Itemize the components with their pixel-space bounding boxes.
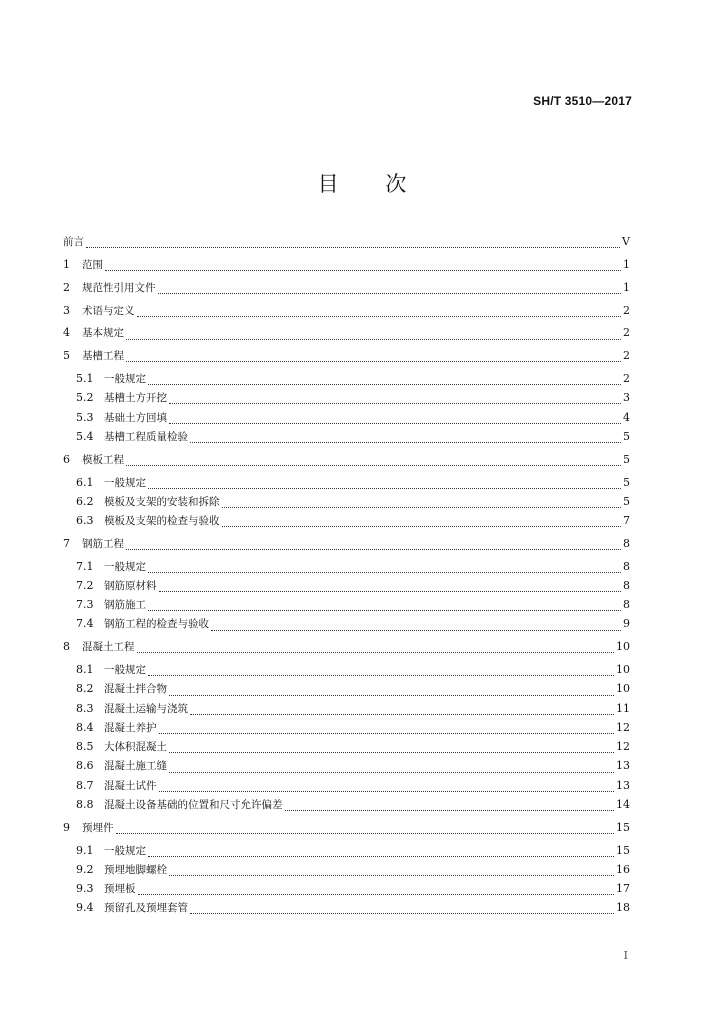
toc-entry-page: 5 — [623, 452, 630, 466]
toc-entry-label: 规范性引用文件 — [82, 281, 156, 294]
toc-entry-number: 8.4 — [76, 720, 94, 734]
toc-leader-dots — [148, 665, 614, 676]
toc-entry[interactable] — [63, 427, 630, 446]
toc-entry-number: 5 — [63, 349, 70, 363]
toc-entry-page: 13 — [616, 759, 630, 773]
toc-leader-dots — [169, 742, 614, 753]
toc-entry-page: V — [622, 235, 630, 248]
toc-entry-label: 混凝土设备基础的位置和尺寸允许偏差 — [104, 798, 283, 811]
toc-leader-dots — [138, 884, 615, 895]
toc-entry-number: 8.8 — [76, 797, 94, 811]
toc-entry[interactable] — [63, 879, 630, 898]
toc-entry-label: 大体积混凝土 — [104, 741, 167, 754]
toc-entry-label: 预埋板 — [104, 883, 136, 896]
toc-entry-label: 基槽土方开挖 — [104, 392, 167, 405]
toc-entry-number: 5.3 — [76, 410, 94, 424]
toc-entry[interactable] — [63, 595, 630, 614]
toc-entry-number: 8.2 — [76, 682, 94, 696]
toc-entry-page: 2 — [623, 326, 630, 340]
toc-entry-page: 13 — [616, 778, 630, 792]
toc-entry-number: 5.2 — [76, 391, 94, 405]
toc-leader-dots — [116, 823, 615, 834]
toc-entry-label: 一般规定 — [104, 664, 146, 677]
toc-leader-dots — [148, 600, 621, 611]
toc-leader-dots — [105, 260, 621, 271]
toc-entry-page: 5 — [623, 494, 630, 508]
toc-entry-number: 9.1 — [76, 843, 94, 857]
toc-entry-label: 混凝土养护 — [104, 721, 157, 734]
toc-entry-number: 6.1 — [76, 475, 94, 489]
toc-entry-page: 17 — [616, 882, 630, 896]
toc-entry-label: 钢筋原材料 — [104, 579, 157, 592]
toc-entry-page: 15 — [616, 820, 630, 834]
toc-entry-number: 8.7 — [76, 778, 94, 792]
toc-entry-number: 8.3 — [76, 701, 94, 715]
toc-entry-label: 混凝土拌合物 — [104, 683, 167, 696]
toc-entry[interactable] — [63, 637, 630, 656]
toc-leader-dots — [137, 642, 615, 653]
toc-entry-number: 1 — [63, 257, 70, 271]
toc-leader-dots — [190, 704, 614, 715]
toc-entry[interactable] — [63, 898, 630, 917]
toc-entry-label: 钢筋工程的检查与验收 — [104, 618, 209, 631]
toc-leader-dots — [190, 903, 614, 914]
toc-entry-label: 术语与定义 — [82, 304, 135, 317]
toc-entry-page: 10 — [616, 640, 630, 654]
toc-leader-dots — [159, 781, 615, 792]
toc-entry[interactable] — [63, 534, 630, 553]
toc-entry-label: 一般规定 — [104, 844, 146, 857]
toc-leader-dots — [285, 800, 615, 811]
table-of-contents — [63, 232, 630, 918]
toc-entry-page: 7 — [623, 514, 630, 527]
toc-entry-page: 5 — [623, 475, 630, 489]
toc-entry[interactable] — [63, 408, 630, 427]
toc-leader-dots — [169, 685, 614, 696]
toc-leader-dots — [137, 306, 622, 317]
toc-entry-number: 2 — [63, 280, 70, 294]
toc-entry[interactable] — [63, 818, 630, 837]
toc-entry-page: 11 — [616, 701, 630, 715]
toc-entry-page: 2 — [623, 349, 630, 363]
toc-entry-page: 16 — [616, 862, 630, 876]
toc-entry-number: 9.2 — [76, 862, 94, 876]
toc-entry-page: 8 — [623, 598, 630, 612]
toc-entry-number: 8.1 — [76, 663, 94, 677]
toc-entry[interactable] — [63, 232, 630, 251]
toc-entry[interactable] — [63, 679, 630, 698]
title-char-2: 次 — [385, 172, 407, 196]
toc-entry[interactable] — [63, 718, 630, 737]
toc-entry-number: 7.4 — [76, 617, 94, 631]
toc-leader-dots — [159, 581, 622, 592]
toc-entry-label: 混凝土工程 — [82, 641, 135, 654]
page-folio: I — [623, 949, 628, 962]
toc-entry-label: 一般规定 — [104, 560, 146, 573]
toc-entry[interactable] — [63, 776, 630, 795]
toc-entry[interactable] — [63, 737, 630, 756]
toc-leader-dots — [159, 723, 615, 734]
toc-entry[interactable] — [63, 473, 630, 492]
title-char-1: 目 — [317, 172, 339, 196]
toc-entry-number: 7.2 — [76, 578, 94, 592]
toc-entry-label: 模板及支架的检查与验收 — [104, 515, 220, 527]
toc-entry-number: 6 — [63, 452, 70, 466]
toc-entry-label: 基础土方回填 — [104, 411, 167, 424]
toc-entry[interactable] — [63, 323, 630, 342]
toc-entry-page: 8 — [623, 578, 630, 592]
toc-entry-number: 4 — [63, 326, 70, 340]
toc-entry-number: 5.1 — [76, 372, 94, 386]
toc-entry-label: 一般规定 — [104, 373, 146, 386]
toc-leader-dots — [86, 237, 620, 248]
toc-entry-number: 6.3 — [76, 514, 94, 527]
toc-entry-label: 基槽工程质量检验 — [104, 430, 188, 443]
toc-entry[interactable] — [63, 557, 630, 576]
toc-entry-page: 12 — [616, 740, 630, 754]
toc-entry-page: 10 — [616, 663, 630, 677]
toc-entry-number: 8.5 — [76, 740, 94, 754]
toc-entry-label: 模板工程 — [82, 453, 124, 466]
toc-entry-number: 6.2 — [76, 494, 94, 508]
toc-leader-dots — [126, 329, 621, 340]
toc-leader-dots — [222, 516, 622, 527]
toc-entry-page: 1 — [623, 257, 630, 271]
toc-leader-dots — [169, 865, 614, 876]
toc-entry-page: 8 — [623, 559, 630, 573]
toc-entry[interactable] — [63, 369, 630, 388]
toc-entry-page: 5 — [623, 429, 630, 443]
toc-entry-page: 1 — [623, 280, 630, 294]
toc-leader-dots — [222, 497, 622, 508]
toc-entry-number: 7 — [63, 536, 70, 550]
page-title — [0, 168, 724, 198]
toc-leader-dots — [126, 539, 621, 550]
toc-entry-number: 5.4 — [76, 429, 94, 443]
toc-entry-page: 18 — [616, 901, 630, 915]
toc-entry[interactable] — [63, 301, 630, 320]
toc-entry-label: 前言 — [63, 236, 84, 248]
toc-entry-label: 一般规定 — [104, 476, 146, 489]
toc-entry-page: 12 — [616, 720, 630, 734]
toc-entry[interactable] — [63, 278, 630, 297]
toc-leader-dots — [148, 478, 621, 489]
toc-entry[interactable] — [63, 255, 630, 274]
toc-leader-dots — [158, 283, 622, 294]
toc-entry-label: 基槽工程 — [82, 350, 124, 363]
toc-entry[interactable] — [63, 576, 630, 595]
toc-entry[interactable] — [63, 492, 630, 511]
toc-entry-number: 3 — [63, 303, 70, 317]
toc-entry-label: 预埋地脚螺栓 — [104, 863, 167, 876]
toc-entry-number: 7.1 — [76, 559, 94, 573]
toc-entry-page: 3 — [623, 391, 630, 405]
toc-entry-label: 范围 — [82, 258, 103, 271]
toc-entry-label: 钢筋施工 — [104, 599, 146, 612]
toc-entry[interactable] — [63, 511, 630, 530]
toc-entry-page: 2 — [623, 303, 630, 317]
toc-leader-dots — [126, 351, 621, 362]
toc-leader-dots — [190, 432, 621, 443]
toc-leader-dots — [148, 562, 621, 573]
toc-entry-number: 9 — [63, 820, 70, 834]
toc-entry-label: 钢筋工程 — [82, 537, 124, 550]
toc-leader-dots — [148, 374, 621, 385]
toc-entry[interactable] — [63, 346, 630, 365]
toc-entry-label: 预埋件 — [82, 821, 114, 834]
toc-entry-label: 基本规定 — [82, 327, 124, 340]
toc-entry-label: 混凝土运输与浇筑 — [104, 702, 188, 715]
toc-entry[interactable] — [63, 614, 630, 633]
toc-entry-page: 10 — [616, 682, 630, 696]
toc-leader-dots — [211, 620, 621, 631]
toc-entry-page: 9 — [623, 617, 630, 631]
toc-leader-dots — [148, 846, 614, 857]
toc-leader-dots — [169, 762, 614, 773]
toc-entry-label: 模板及支架的安装和拆除 — [104, 495, 220, 508]
toc-entry-page: 15 — [616, 843, 630, 857]
standard-code: SH/T 3510—2017 — [533, 94, 632, 108]
toc-entry-number: 7.3 — [76, 598, 94, 612]
toc-entry-label: 混凝土试件 — [104, 779, 157, 792]
toc-entry-label: 预留孔及预埋套管 — [104, 902, 188, 915]
toc-leader-dots — [126, 455, 621, 466]
toc-entry[interactable] — [63, 795, 630, 814]
toc-entry-page: 14 — [616, 797, 630, 811]
toc-entry-number: 9.4 — [76, 901, 94, 915]
toc-entry-number: 9.3 — [76, 882, 94, 896]
toc-entry[interactable] — [63, 860, 630, 879]
toc-entry[interactable] — [63, 756, 630, 775]
toc-entry[interactable] — [63, 450, 630, 469]
toc-entry-number: 8.6 — [76, 759, 94, 773]
toc-entry-page: 2 — [623, 372, 630, 386]
toc-entry-label: 混凝土施工缝 — [104, 760, 167, 773]
toc-leader-dots — [169, 413, 621, 424]
toc-leader-dots — [169, 393, 621, 404]
toc-entry-page: 4 — [623, 410, 630, 424]
toc-entry[interactable] — [63, 841, 630, 860]
toc-entry[interactable] — [63, 699, 630, 718]
toc-entry[interactable] — [63, 660, 630, 679]
toc-entry[interactable] — [63, 388, 630, 407]
toc-entry-page: 8 — [623, 536, 630, 550]
toc-entry-number: 8 — [63, 640, 70, 654]
